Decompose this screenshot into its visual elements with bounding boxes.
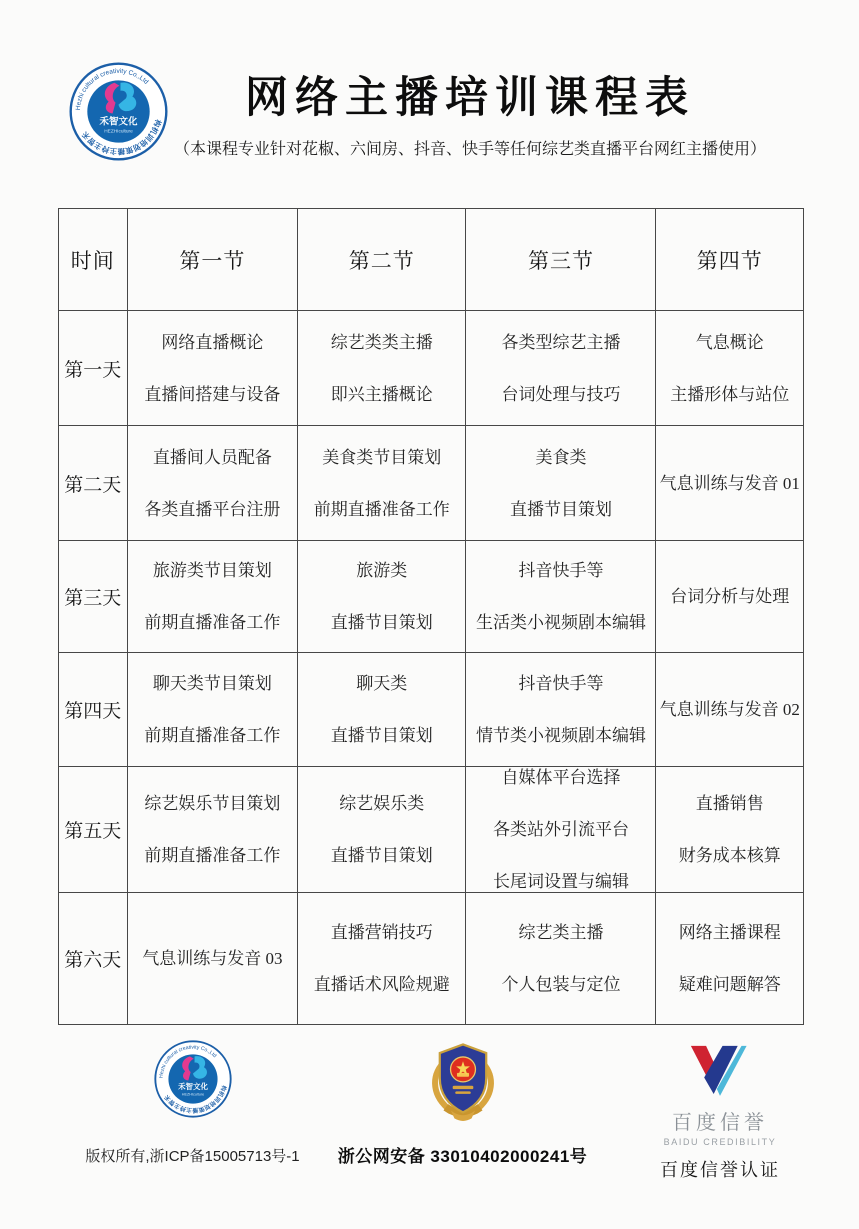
- course-line: 直播节目策划: [330, 846, 433, 865]
- footer-police-block: [330, 1035, 595, 1167]
- course-line: 气息训练与发音 02: [659, 700, 800, 719]
- course-line: 长尾词设置与编辑: [492, 872, 629, 891]
- course-cell: [466, 767, 656, 893]
- course-line: 主播形体与站位: [670, 384, 790, 404]
- column-header-1: 第一节: [127, 209, 298, 311]
- course-cell: [298, 311, 466, 426]
- column-header-0: 时间: [59, 209, 128, 311]
- course-line: 综艺娱乐节目策划: [144, 794, 281, 813]
- table-row: [59, 893, 804, 1025]
- row-day-label: 第二天: [59, 426, 128, 541]
- baidu-credibility-cn: 百度信誉: [672, 1112, 768, 1134]
- course-line: 网络直播概论: [161, 332, 264, 352]
- page-title: 网络主播培训课程表: [245, 75, 695, 122]
- course-cell: [466, 541, 656, 653]
- police-badge-icon: [420, 1035, 506, 1121]
- course-line: 各类站外引流平台: [492, 820, 629, 839]
- course-line: 直播节目策划: [330, 613, 433, 632]
- course-cell: [656, 893, 804, 1025]
- table-row: [59, 541, 804, 653]
- course-line: 综艺类主播: [518, 923, 604, 942]
- course-line: 各类型综艺主播: [501, 332, 621, 352]
- page-subtitle: （本课程专业针对花椒、六间房、抖音、快手等任何综艺类直播平台网红主播使用）: [173, 141, 766, 158]
- table-row: [59, 426, 804, 541]
- course-cell: [656, 653, 804, 767]
- baidu-credibility-en: BAIDU CREDIBILITY: [663, 1137, 777, 1147]
- footer-copyright-block: [60, 1040, 325, 1166]
- baidu-cert-text: 百度信誉认证: [660, 1160, 780, 1180]
- table-row: [59, 311, 804, 426]
- course-line: 个人包装与定位: [501, 975, 621, 994]
- hezhi-company-logo-small: [154, 1040, 232, 1118]
- course-line: 台词分析与处理: [670, 587, 790, 606]
- course-line: 美食类: [535, 447, 587, 467]
- course-cell: [466, 653, 656, 767]
- course-line: 抖音快手等: [518, 674, 604, 693]
- course-cell: [298, 653, 466, 767]
- course-line: 网络主播课程: [678, 923, 781, 942]
- column-header-3: 第三节: [466, 209, 656, 311]
- course-line: 财务成本核算: [678, 846, 781, 865]
- course-line: 情节类小视频剧本编辑: [475, 726, 646, 745]
- course-cell: [127, 311, 298, 426]
- course-line: 聊天类节目策划: [152, 674, 272, 693]
- course-cell: [656, 541, 804, 653]
- baidu-credibility-icon: [682, 1042, 758, 1096]
- course-cell: [127, 653, 298, 767]
- course-line: 美食类节目策划: [322, 447, 442, 467]
- column-header-2: 第二节: [298, 209, 466, 311]
- course-line: 聊天类: [356, 674, 408, 693]
- row-day-label: 第四天: [59, 653, 128, 767]
- course-line: 前期直播准备工作: [144, 613, 281, 632]
- course-cell: [127, 767, 298, 893]
- course-cell: [298, 767, 466, 893]
- course-line: 旅游类节目策划: [152, 561, 272, 580]
- row-day-label: 第五天: [59, 767, 128, 893]
- course-line: 前期直播准备工作: [313, 499, 450, 519]
- course-line: 前期直播准备工作: [144, 726, 281, 745]
- course-line: 疑难问题解答: [678, 975, 781, 994]
- course-line: 自媒体平台选择: [501, 768, 621, 787]
- course-cell: [298, 893, 466, 1025]
- column-header-4: 第四节: [656, 209, 804, 311]
- course-line: 前期直播准备工作: [144, 846, 281, 865]
- row-day-label: 第六天: [59, 893, 128, 1025]
- course-line: 旅游类: [356, 561, 408, 580]
- table-row: [59, 653, 804, 767]
- course-line: 台词处理与技巧: [501, 384, 621, 404]
- schedule-table: [58, 208, 804, 1025]
- course-line: 直播话术风险规避: [313, 975, 450, 994]
- course-line: 即兴主播概论: [330, 384, 433, 404]
- course-line: 生活类小视频剧本编辑: [475, 613, 646, 632]
- course-cell: [298, 541, 466, 653]
- course-cell: [466, 893, 656, 1025]
- course-cell: [656, 426, 804, 541]
- course-line: 抖音快手等: [518, 561, 604, 580]
- course-line: 直播营销技巧: [330, 923, 433, 942]
- course-line: 气息训练与发音 01: [659, 473, 800, 493]
- course-cell: [466, 426, 656, 541]
- course-line: 直播节目策划: [509, 499, 612, 519]
- course-cell: [127, 893, 298, 1025]
- course-line: 直播间人员配备: [152, 447, 272, 467]
- course-cell: [466, 311, 656, 426]
- course-cell: [656, 311, 804, 426]
- course-line: 气息概论: [695, 332, 764, 352]
- course-line: 各类直播平台注册: [144, 499, 281, 519]
- course-line: 直播节目策划: [330, 726, 433, 745]
- course-line: 综艺类类主播: [330, 332, 433, 352]
- course-line: 直播销售: [695, 794, 764, 813]
- course-line: 直播间搭建与设备: [144, 384, 281, 404]
- course-cell: [127, 426, 298, 541]
- course-line: 气息训练与发音 03: [142, 949, 283, 968]
- row-day-label: 第三天: [59, 541, 128, 653]
- course-cell: [127, 541, 298, 653]
- row-day-label: 第一天: [59, 311, 128, 426]
- course-cell: [298, 426, 466, 541]
- table-row: [59, 767, 804, 893]
- footer-baidu-block: [592, 1042, 848, 1182]
- icp-copyright-text: 版权所有,浙ICP备15005713号-1: [85, 1148, 300, 1165]
- course-cell: [656, 767, 804, 893]
- course-line: 综艺娱乐类: [339, 794, 425, 813]
- police-record-text: 浙公网安备 33010402000241号: [337, 1147, 588, 1166]
